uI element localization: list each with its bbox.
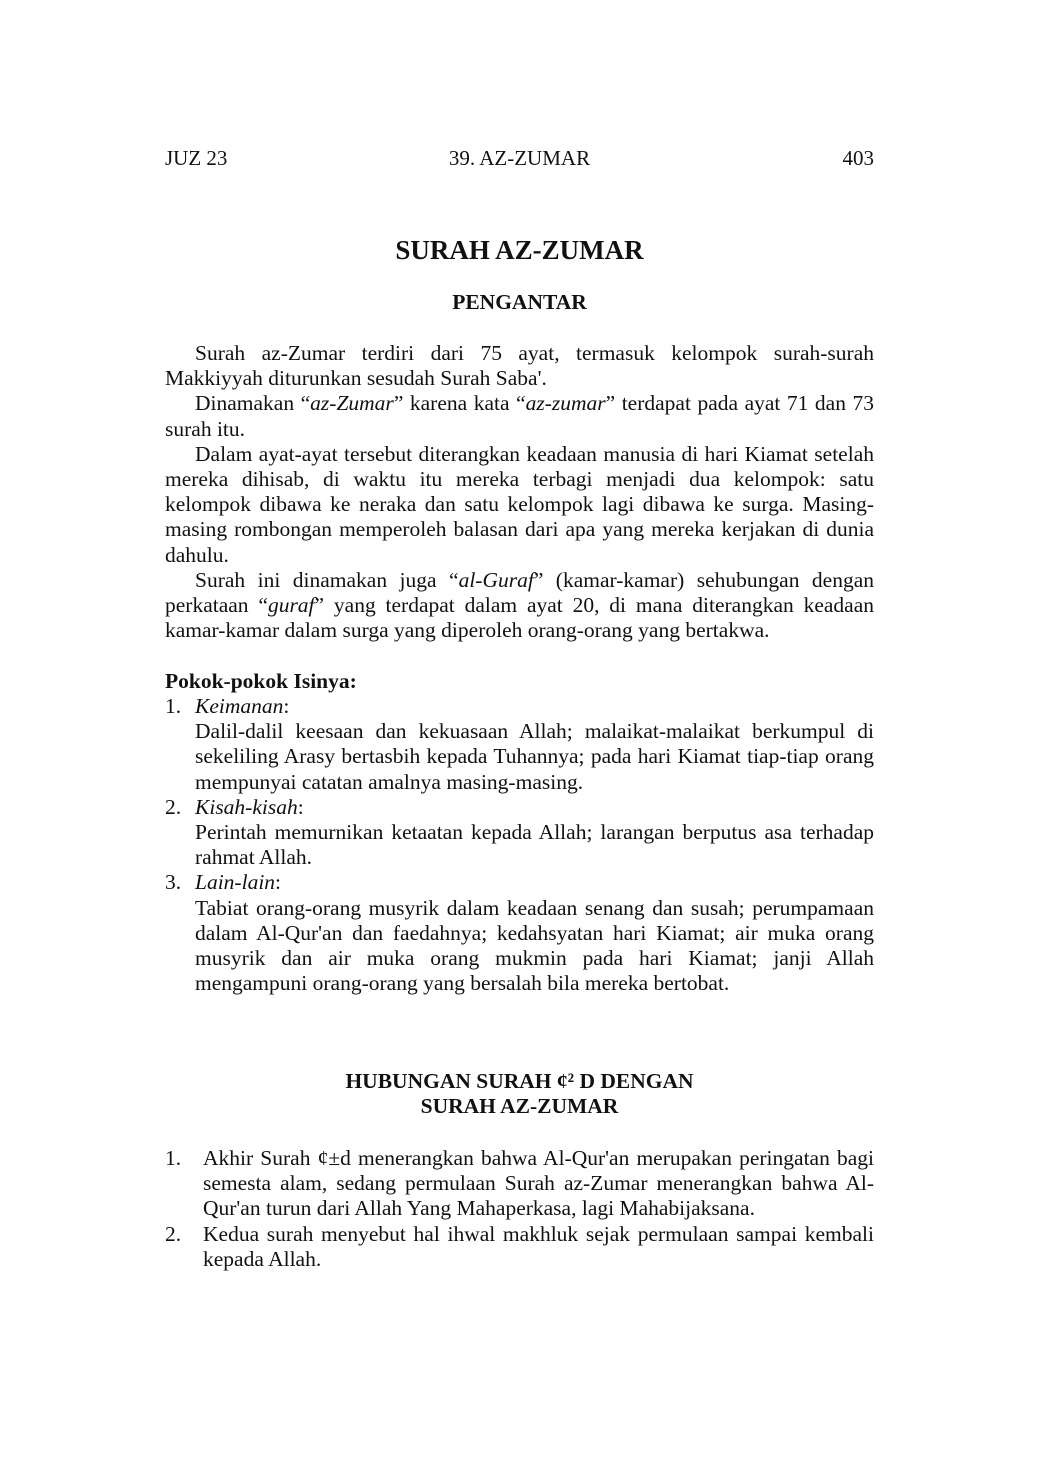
list-item-colon: : (297, 794, 304, 819)
list-item (165, 1146, 874, 1222)
contents-heading: Pokok-pokok Isinya: (165, 669, 357, 693)
list-item-number: 3. (165, 870, 182, 895)
intro-p2-text-c: ” terdapat pada ayat 71 dan 73 surah itu. (165, 391, 874, 441)
list-item-label (165, 870, 874, 895)
list-item-number: 1. (165, 694, 182, 718)
list-item-text: Dalil-dalil keesaan dan kekuasaan Allah; malaikat-malaikat berkumpul di sekeliling Arasy bertasbih kepada Tuhannya; pada hari Kiamat tiap-tiap orang mempunyai catatan amalnya masing-masing. (195, 719, 874, 794)
intro-section (165, 341, 874, 643)
list-item-colon: : (283, 694, 290, 718)
intro-p4-term-1: al-Guraf (458, 567, 534, 592)
relation-list (165, 1146, 874, 1272)
intro-p2-text-b: ” karena kata “ (393, 391, 526, 416)
list-item (165, 870, 874, 996)
intro-paragraph-4 (165, 568, 874, 644)
intro-p4-text-c: ” yang terdapat dalam ayat 20, di mana diterangkan keadaan kamar-kamar dalam surga yang diperoleh orang-orang yang bertakwa. (165, 593, 874, 643)
list-item-label (165, 795, 874, 820)
list-item-text: Perintah memurnikan ketaatan kepada Allah; larangan berputus asa terhadap rahmat Allah. (195, 820, 874, 870)
list-item-label-text: Lain-lain (195, 870, 276, 895)
relation-section-title (165, 1069, 874, 1119)
list-item-label-text: Keimanan (195, 694, 284, 718)
list-item (165, 795, 874, 871)
page-number: 403 (842, 146, 874, 170)
list-item-text: Tabiat orang-orang musyrik dalam keadaan senang dan susah; perumpamaan dalam Al-Qur'an dan faedahnya; kedahsyatan hari Kiamat; air muka orang musyrik dan air muka orang mukmin pada hari Kiamat; janji Allah mengampuni orang-orang yang bersalah bila mereka bertobat. (195, 895, 874, 996)
intro-p4-text-b: ” (kamar-kamar) sehubungan dengan perkataan “ (165, 567, 874, 618)
relation-title-line-1: HUBUNGAN SURAH ¢² D DENGAN (345, 1069, 694, 1093)
page-title: SURAH AZ-ZUMAR (395, 235, 644, 265)
surah-label: 39. AZ-ZUMAR (448, 146, 591, 170)
list-item-text: Akhir Surah ¢±d menerangkan bahwa Al-Qur'an merupakan peringatan bagi semesta alam, sedang permulaan Surah az-Zumar menerangkan bahwa Al-Qur'an turun dari Allah Yang Mahaperkasa, lagi Mahabijaksana. (203, 1146, 874, 1221)
intro-p4-term-2: guraf (267, 593, 315, 618)
contents-list (165, 694, 874, 996)
section-subtitle: PENGANTAR (452, 290, 587, 314)
list-item-label (165, 694, 874, 719)
list-item-label-text: Kisah-kisah (195, 794, 298, 819)
juz-label: JUZ 23 (165, 146, 228, 170)
list-item (165, 694, 874, 795)
list-item (165, 1222, 874, 1272)
list-item-text: Kedua surah menyebut hal ihwal makhluk sejak permulaan sampai kembali kepada Allah. (203, 1221, 874, 1271)
relation-title-line-2: SURAH AZ-ZUMAR (420, 1094, 619, 1119)
list-item-colon: : (275, 870, 282, 895)
running-header (165, 146, 874, 172)
intro-p2-text-a: Dinamakan “ (195, 391, 311, 416)
intro-paragraph-3: Dalam ayat-ayat tersebut diterangkan keadaan manusia di hari Kiamat setelah mereka dihisab, di waktu itu mereka terbagi menjadi dua kelompok: satu kelompok dibawa ke neraka dan satu kelompok lagi dibawa ke surga. Masing-masing rombongan memperoleh balasan dari apa yang mereka kerjakan di dunia dahulu. (165, 441, 874, 567)
intro-paragraph-1: Surah az-Zumar terdiri dari 75 ayat, termasuk kelompok surah-surah Makkiyyah diturunkan sesudah Surah Saba'. (165, 341, 874, 391)
list-item-number: 2. (165, 1221, 182, 1246)
list-item-number: 2. (165, 794, 182, 819)
intro-p2-term-2: az-zumar (525, 391, 606, 416)
list-item-number: 1. (165, 1146, 182, 1170)
intro-paragraph-2 (165, 391, 874, 441)
intro-p2-term-1: az-Zumar (310, 391, 394, 416)
intro-p4-text-a: Surah ini dinamakan juga “ (195, 567, 459, 592)
